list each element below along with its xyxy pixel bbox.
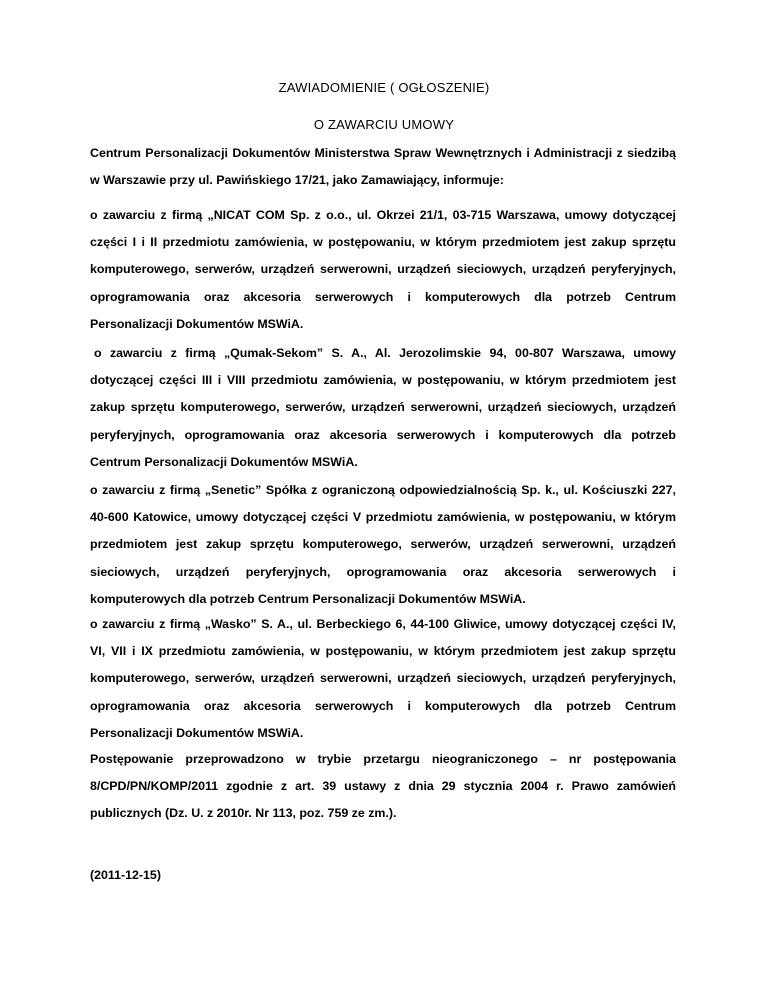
intro-paragraph: Centrum Personalizacji Dokumentów Ministerstwa Spraw Wewnętrznych i Administracji z siedzibą w Warszawie przy ul. Pawińskiego 17/21, jako Zamawiający, informuje: xyxy=(90,146,676,188)
contract-paragraph-wasko: o zawarciu z firmą „Wasko” S. A., ul. Berbeckiego 6, 44-100 Gliwice, umowy dotyczącej części IV, VI, VII i IX przedmiotu zamówienia, w postępowaniu, w którym przedmiotem jest zakup sprzętu komputerowego, serwerów, urządzeń serwerowni, urządzeń sieciowych, urządzeń peryferyjnych, oprogramowania oraz akcesoria serwerowych i komputerowych dla potrzeb Centrum Personalizacji Dokumentów MSWiA. xyxy=(90,617,676,740)
contract-paragraph-qumak: o zawarciu z firmą „Qumak-Sekom” S. A., Al. Jerozolimskie 94, 00-807 Warszawa, umowy dotyczącej części III i VIII przedmiotu zamówienia, w postępowaniu, w którym przedmiotem jest zakup sprzętu komputerowego, serwerów, urządzeń serwerowni, urządzeń sieciowych, urządzeń peryferyjnych, oprogramowania oraz akcesoria serwerowych i komputerowych dla potrzeb Centrum Personalizacji Dokumentów MSWiA. xyxy=(90,346,676,469)
contract-paragraph-senetic: o zawarciu z firmą „Senetic” Spółka z ograniczoną odpowiedzialnością Sp. k., ul. Kościuszki 227, 40-600 Katowice, umowy dotyczącej części V przedmiotu zamówienia, w postępowaniu, w którym przedmiotem jest zakup sprzętu komputerowego, serwerów, urządzeń serwerowni, urządzeń sieciowych, urządzeń peryferyjnych, oprogramowania oraz akcesoria serwerowych i komputerowych dla potrzeb Centrum Personalizacji Dokumentów MSWiA. xyxy=(90,483,676,606)
document-title: ZAWIADOMIENIE ( OGŁOSZENIE) xyxy=(278,80,490,95)
contract-paragraph-nicat: o zawarciu z firmą „NICAT COM Sp. z o.o., ul. Okrzei 21/1, 03-715 Warszawa, umowy dotyczącej części I i II przedmiotu zamówienia, w postępowaniu, w którym przedmiotem jest zakup sprzętu komputerowego, serwerów, urządzeń serwerowni, urządzeń sieciowych, urządzeń peryferyjnych, oprogramowania oraz akcesoria serwerowych i komputerowych dla potrzeb Centrum Personalizacji Dokumentów MSWiA. xyxy=(90,208,676,331)
document-date: (2011-12-15) xyxy=(90,868,161,882)
procedure-paragraph: Postępowanie przeprowadzono w trybie przetargu nieograniczonego – nr postępowania 8/CPD/PN/KOMP/2011 zgodnie z art. 39 ustawy z dnia 29 stycznia 2004 r. Prawo zamówień publicznych (Dz. U. z 2010r. Nr 113, poz. 759 ze zm.). xyxy=(90,752,676,821)
document-subtitle: O ZAWARCIU UMOWY xyxy=(313,117,455,132)
